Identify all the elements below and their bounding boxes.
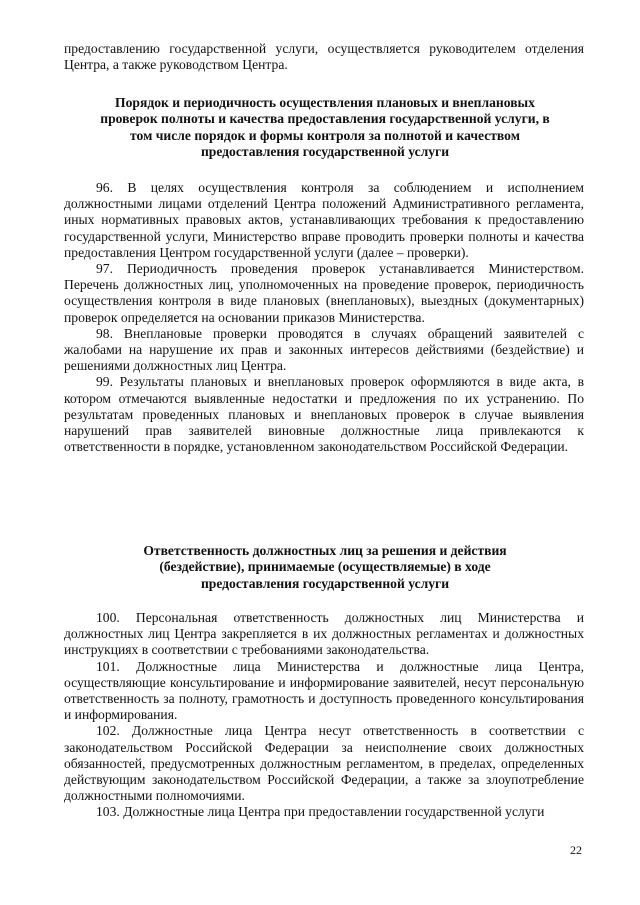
paragraph-100: 100. Персональная ответственность должностных лиц Министерства и должностных лиц Центра закрепляется в их должностных регламентах и должностных инструкциях в соответствии с требованиями законодательства. <box>64 610 584 658</box>
section2-heading: Ответственность должностных лиц за решения и действия (бездействие), принимаемые (осуществляемые) в ходе предоставления государственной услуги <box>143 543 507 591</box>
paragraph-99: 99. Результаты плановых и внеплановых проверок оформляются в виде акта, в котором отмечаются выявленные недостатки и предложения по их устранению. По результатам проведенных плановых и внеплановых проверок в случае выявления нарушений прав заявителей виновные должностные лица привлекаются к ответственности в порядке, установленном законодательством Российской Федерации. <box>64 374 584 455</box>
paragraph-98: 98. Внеплановые проверки проводятся в случаях обращений заявителей с жалобами на нарушение их прав и законных интересов действиями (бездействие) и решениями должностных лиц Центра. <box>64 325 584 374</box>
paragraph-96: 96. В целях осуществления контроля за соблюдением и исполнением должностными лицами отделений Центра положений Административного регламента, иных нормативных правовых актов, устанавливающих требования к предоставлению государственной услуги, Министерство вправе проводить проверки полноты и качества предоставления Центром государственной услуги (далее – проверки). <box>64 180 584 260</box>
section1-heading-block <box>92 95 558 161</box>
section2-heading-block <box>116 543 534 592</box>
paragraph-97: 97. Периодичность проведения проверок устанавливается Министерством. Перечень должностных лиц, уполномоченных на проведение проверок, периодичность осуществления контроля в виде плановых (внеплановых), выездных (документарных) проверок определяется на основании приказов Министерства. <box>64 261 584 325</box>
paragraph-101: 101. Должностные лица Министерства и должностные лица Центра, осуществляющие консультирование и информирование заявителей, несут персональную ответственность за полноту, грамотность и доступность проведенного консультирования и информирования. <box>64 658 584 723</box>
paragraph-103: 103. Должностные лица Центра при предоставлении государственной услуги <box>96 804 545 820</box>
intro-paragraph: предоставлению государственной услуги, осуществляется руководителем отделения Центра, а также руководством Центра. <box>64 41 584 73</box>
section1-body <box>64 180 584 455</box>
section1-heading: Порядок и периодичность осуществления плановых и внеплановых проверок полноты и качества предоставления государственной услуги, в том числе порядок и формы контроля за полнотой и качеством предоставления государственной услуги <box>100 95 550 160</box>
page-number: 22 <box>570 843 582 857</box>
intro-block <box>64 41 584 73</box>
section2-body <box>64 610 584 821</box>
paragraph-102: 102. Должностные лица Центра несут ответственность в соответствии с законодательством Российской Федерации за неисполнение своих должностных обязанностей, предусмотренных должностным регламентом, в пределах, определенных действующим законодательством Российской Федерации, а также за злоупотребление должностными полномочиями. <box>64 723 584 804</box>
